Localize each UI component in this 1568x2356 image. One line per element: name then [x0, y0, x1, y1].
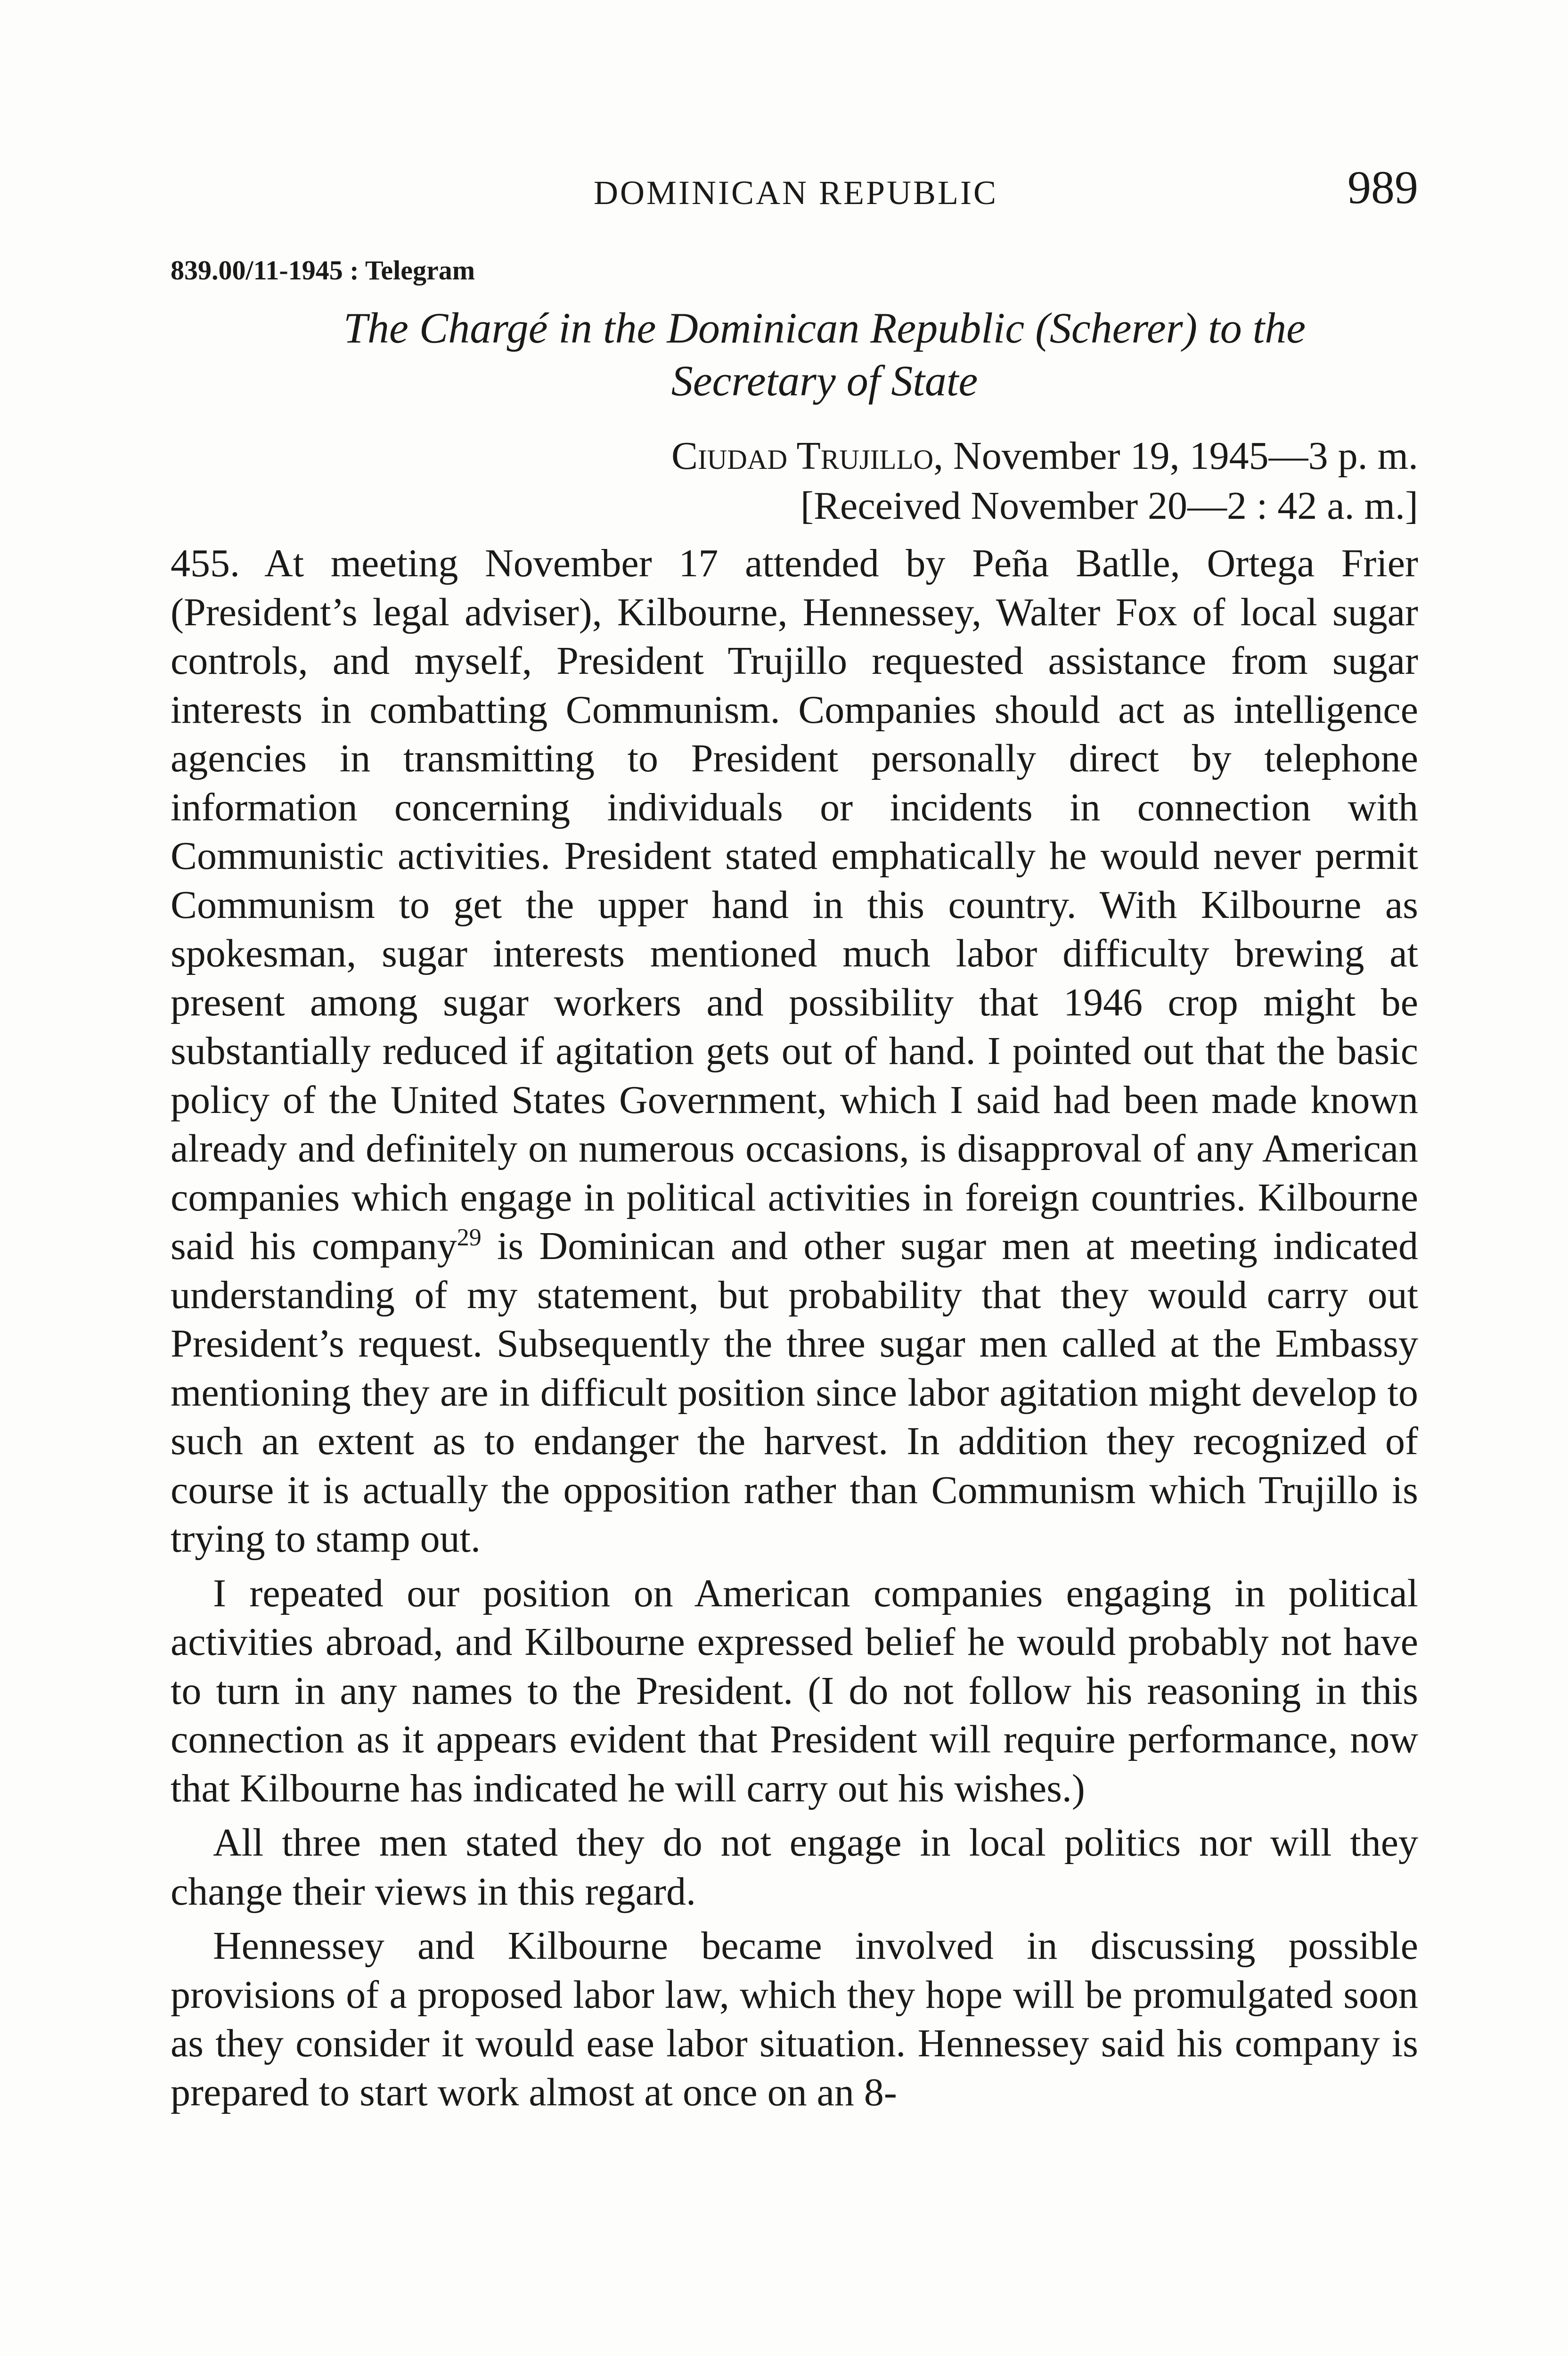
document-title: The Chargé in the Dominican Republic (Scherer) to the Secretary of State — [343, 304, 1306, 405]
paragraph-3: All three men stated they do not engage in local politics nor will they change their views in this regard. — [171, 1821, 1418, 1914]
running-head: DOMINICAN REPUBLIC — [594, 174, 998, 212]
telegram-body — [171, 539, 1418, 2117]
page-number: 989 — [1348, 161, 1418, 213]
paragraph-1-part-1: 455. At meeting November 17 attended by Peña Batlle, Ortega Frier (President’s legal adviser), Kilbourne, Hennessey, Walter Fox of local sugar controls, and myself, President Trujillo requested assistance from sugar interests in combatting Communism. Companies should act as intelligence agencies in transmitting to President personally direct by telephone information concerning individuals or incidents in connection with Communistic activities. President stated emphatically he would never permit Communism to get the upper hand in this country. With Kilbourne as spokesman, sugar interests mentioned much labor difficulty brewing at present among sugar workers and possibility that 1946 crop might be substantially reduced if agitation gets out of hand. I pointed out that the basic policy of the United States Government, which I said had been made known already and definitely on numerous occasions, is disapproval of any American companies which engage in political activities in foreign countries. Kilbourne said his company — [171, 541, 1418, 1268]
dateline-line — [471, 431, 1418, 481]
dateline — [471, 431, 1418, 531]
file-reference: 839.00/11-1945 : Telegram — [171, 255, 475, 286]
paragraph-2: I repeated our position on American companies engaging in political activities abroad, and Kilbourne expressed belief he would probably not have to turn in any names to the President. (I do not follow his reasoning in this connection as it appears evident that President will require performance, now that Kilbourne has indicated he will carry out his wishes.) — [171, 1571, 1418, 1810]
dateline-date: November 19, 1945—3 p. m. — [943, 434, 1418, 478]
paragraph-1 — [171, 539, 1418, 1563]
dateline-place: Ciudad Trujillo, — [671, 434, 944, 478]
paragraph-1-part-2: is Dominican and other sugar men at meeting indicated understanding of my statement, but probability that they would carry out President’s request. Subsequently the three sugar men called at the Embassy mentioning they are in difficult position since labor agitation might develop to such an extent as to endanger the harvest. In addition they recognized of course it is actually the opposition rather than Communism which Trujillo is trying to stamp out. — [171, 1224, 1419, 1561]
footnote-reference[interactable]: 29 — [457, 1224, 482, 1251]
paragraph-4: Hennessey and Kilbourne became involved in discussing possible provisions of a proposed labor law, which they hope will be promulgated soon as they consider it would ease labor situation. Hennessey said his company is prepared to start work almost at once on an 8- — [171, 1924, 1418, 2114]
received-line: [Received November 20—2 : 42 a. m.] — [800, 484, 1418, 528]
